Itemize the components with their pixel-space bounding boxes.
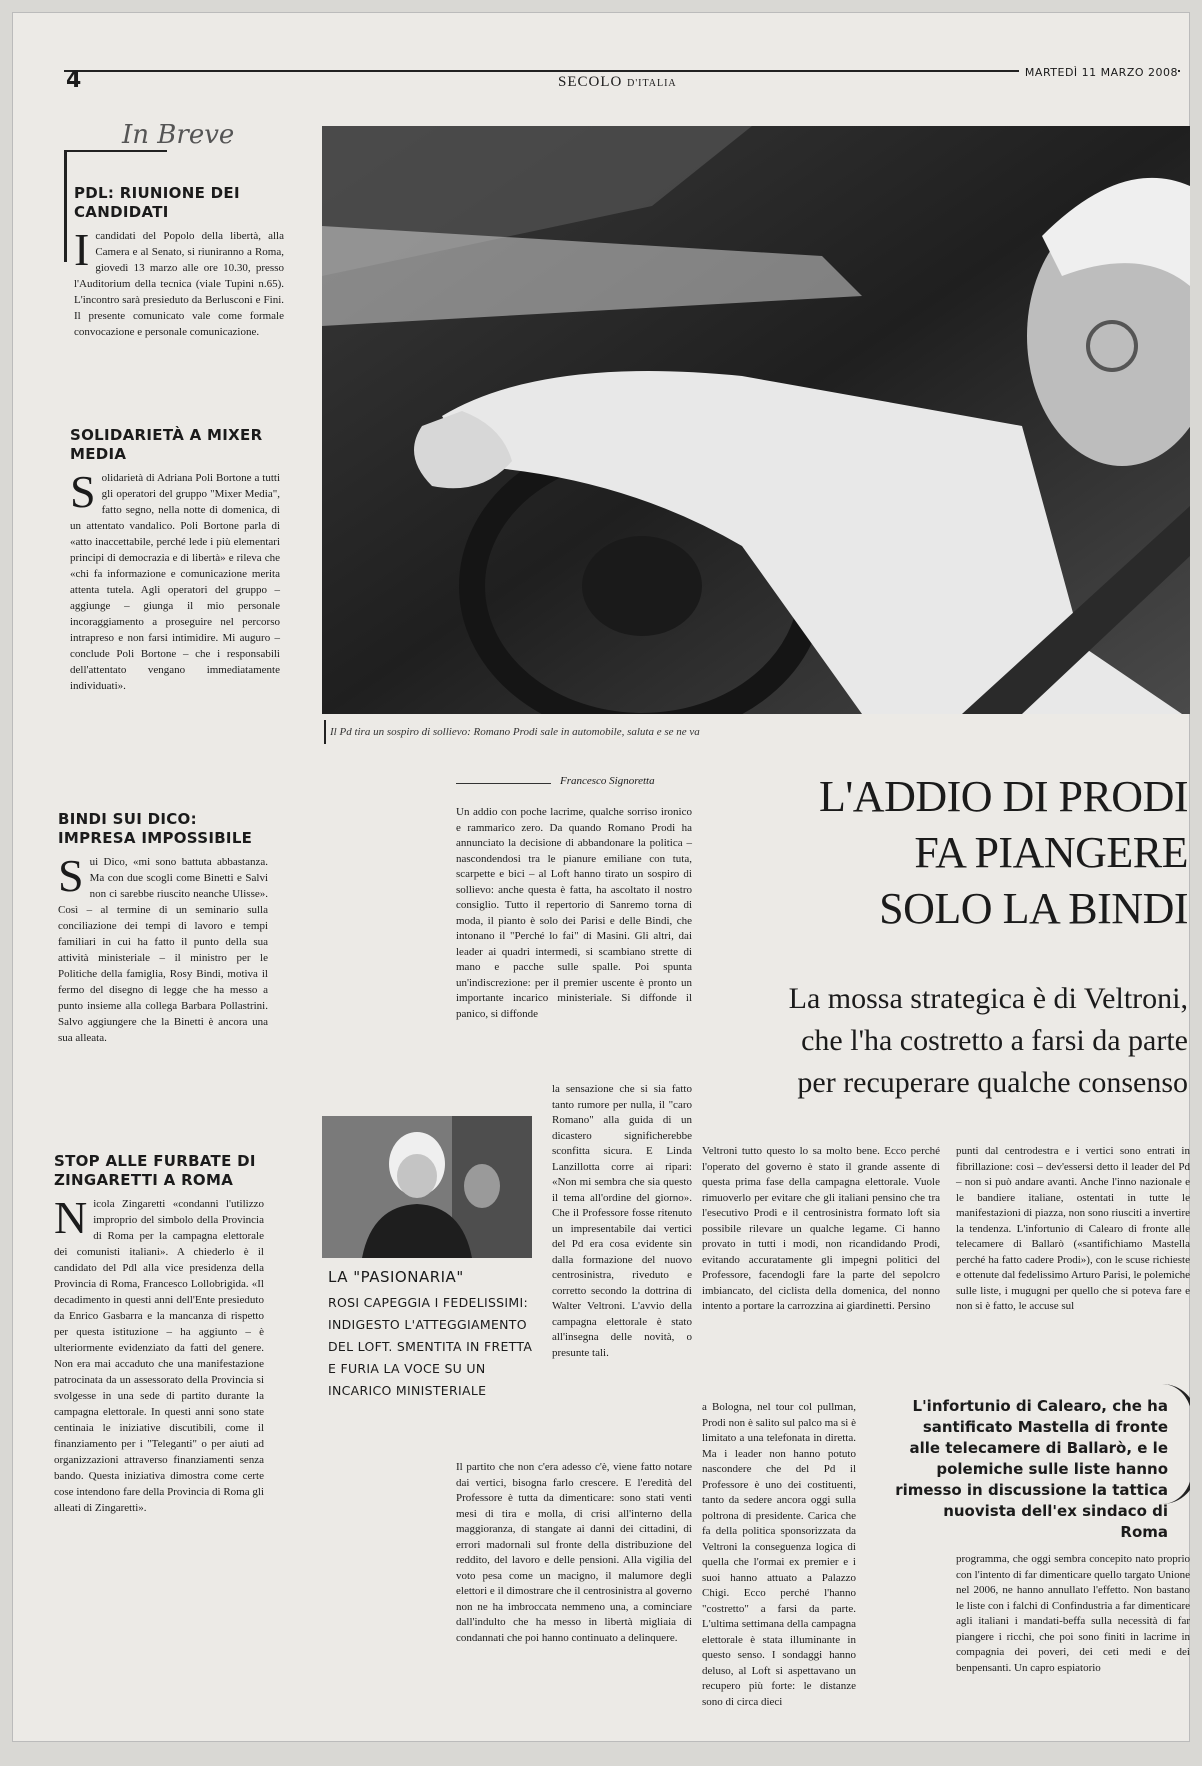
paper-name [552,74,683,91]
brief-text [58,850,268,1046]
brief-title: STOP ALLE FURBATE DI ZINGARETTI A ROMA [54,1152,256,1189]
subhead-line: La mossa strategica è di Veltroni, [788,982,1188,1015]
subhead-line: che l'ha costretto a farsi da parte [801,1024,1188,1057]
brief-title: PDL: RIUNIONE DEI CANDIDATI [74,184,240,221]
article-column-2b [702,1400,856,1714]
brief-pdl [74,184,284,340]
article-column-3 [956,1144,1190,1319]
brief-mixer-media [70,426,280,694]
brief-title: SOLIDARIETÀ A MIXER MEDIA [70,426,263,463]
photo-illustration [322,126,1190,714]
drop-cap: N [54,1192,88,1243]
issue-date: MARTEDÌ 11 MARZO 2008 [1019,66,1178,79]
pasionaria-title: LA "PASIONARIA" [328,1268,464,1286]
subhead-line: per recuperare qualche consenso [797,1066,1188,1099]
article-column-1 [456,805,692,1026]
brief-body: icola Zingaretti «condanni l'utilizzo improprio del simbolo della Provincia di Roma per la campagna elettorale dei comunisti italiani». A chiederlo è il candidato del Pdl alla vice presidenza della Provincia di Roma, Francesco Lollobrigida. «Il decadimento in questi anni dell'Ente presieduto da Enrico Gasbarra e la mancanza di rispetto per questa istituzione – ha aggiunto – è ulteriormente evidenziato da fatti del genere. Non era mai accaduto che una manifestazione patrocinata da un assessorato della Provincia si svolgesse in una sede di partito durante la campagna elettorale. In questi anni sono state centinaia le iniziative discutibili, come il finanziamento per i "Teleganti" o per aiuti ad organizzazioni attraverso finanziamenti senza bando. Questa iniziativa dimostra come certe cose intendono fare della Provincia di Roma gli alleati di Zingaretti». [54,1198,264,1514]
brief-body: ui Dico, «mi sono battuta abbastanza. Ma con due scogli come Binetti e Salvi non ci sarebbe riuscito neanche Ulisse». Così – al termine di un seminario sulla conciliazione dei tempi di lavoro e tempi familiari in cui ha fatto il punto della sua attività ministeriale – il ministro per le Politiche della famiglia, Rosy Bindi, motiva il fermo del disegno di legge che ha messo a punto insieme alla collega Barbara Pollastrini. Salvo aggiungere che la Binetti è ancora una sua alleata. [58,856,268,1044]
caption-rule [324,720,326,744]
main-photo-prodi [322,126,1190,714]
headline-line: FA PIANGERE [914,828,1188,877]
header-rule [64,70,1180,72]
brief-zingaretti [54,1152,264,1516]
brief-text [70,466,280,694]
brief-title: BINDI SUI DICO: IMPRESA IMPOSSIBILE [58,810,253,847]
paper-name-main: SECOLO [558,74,623,90]
pull-quote-bracket [1162,1384,1190,1504]
newspaper-page [12,12,1190,1742]
article-paragraph: programma, che oggi sembra concepito nato proprio con l'intento di far dimenticare quello targato Unione nel 2006, ne hanno annullato l'effetto. Non bastano le liste con i falchi di Confindustria a far dimenticare agli italiani i mandati-beffa sulla necessità di far piangere i ricchi, che poi sono finiti in lacrime in compagnia dei poveri, dei ceti medi e dei benpensanti. Un capro espiatorio [956,1553,1190,1674]
headline-line: SOLO LA BINDI [879,884,1188,933]
brief-body: olidarietà di Adriana Poli Bortone a tutti gli operatori del gruppo "Mixer Media", fatto segno, nella notte di domenica, di un attentato vandalico. Poli Bortone parla di «atto inaccettabile, perché lede i più elementari principi di democrazia e di libertà» e rileva che «chi fa informazione e comunicazione merita attenta tutela. Agli operatori del gruppo – aggiunge – giunga il mio personale incoraggiamento a proseguire nel percorso intrapreso e non farsi intimidire. Mi auguro – conclude Poli Bortone – che i responsabili dell'attentato vengano immediatamente individuati». [70,472,280,692]
article-paragraph: la sensazione che si sia fatto tanto rumore per nulla, il "caro Romano" alla guida di un dicastero significherebbe sconfitta sicura. E Linda Lanzillotta corre ai ripari: «Non mi sembra che sia questo il tema all'ordine del giorno». Che il Professore fosse ritenuto un impresentabile dai vertici del Pd era cosa evidente sin dalla formazione del nuovo centrosinistra, riveduto e corretto secondo la dottrina di Walter Veltroni. L'avvio della campagna elettorale è stato all'insegna delle novità, o presunte tali. [552,1083,692,1359]
article-column-2 [702,1144,940,1319]
pasionaria-text: ROSI CAPEGGIA I FEDELISSIMI: INDIGESTO L'ATTEGGIAMENTO DEL LOFT. SMENTITA IN FRETTA E FURIA LA VOCE SU UN INCARICO MINISTERIALE [328,1295,533,1398]
brief-bindi-dico [58,810,268,1046]
page-number: 4 [66,68,82,93]
inset-photo-illustration [322,1116,532,1258]
subheadline [702,978,1188,1104]
brief-body: candidati del Popolo della libertà, alla Camera e al Senato, si riuniranno a Roma, giovedì 13 marzo alle ore 10.30, presso l'Auditorium della tecnica (viale Tupini n.65). L'incontro sarà presieduto da Berlusconi e Fini. Il presente comunicato vale come formale convocazione e personale comunicazione. [74,230,284,338]
byline-rule [456,783,551,784]
headline [702,769,1188,937]
drop-cap: S [70,466,96,517]
inset-photo-bindi [322,1116,532,1258]
drop-cap: S [58,850,84,901]
article-paragraph: Il partito che non c'era adesso c'è, viene fatto notare dai vertici, bisogna farlo crescere. E l'eredità del Professore è tutta da dimenticare: sono stati venti mesi di tira e molla, di crisi all'interno della maggioranza, di stangate ai danni dei cittadini, di errori madornali sul fronte della distribuzione del reddito, del lavoro e delle pensioni. Alla vigilia del voto pesa come un macigno, il malumore degli elettori e il dimostrare che il centrosinistra al governo non ne ha imbroccata nemmeno una, a cominciare dall'indulto che ha messo in libertà migliaia di condannati che poi hanno continuato a delinquere. [456,1461,692,1644]
brief-text [54,1192,264,1516]
article-paragraph: a Bologna, nel tour col pullman, Prodi non è salito sul palco ma si è limitato a una telefonata in diretta. Ma i leader non hanno potuto nascondere che del Pd il Professore è uno dei costituenti, tanto da sedere ancora oggi sulla poltrona di presidente. Carica che fa della politica sponsorizzata da Veltroni la conseguenza logica di quella che l'ormai ex premier e i suoi hanno attuato a Palazzo Chigi. Ecco perché l'hanno "costretto" a farsi da parte. L'ultima settimana della campagna elettorale è stata illuminante in questo senso. I sondaggi hanno deluso, al Loft si aspettavano un recupero più forte: le distanze sono di circa dieci [702,1401,856,1708]
article-column-1b [552,1082,692,1365]
article-paragraph: Un addio con poche lacrime, qualche sorriso ironico e rammarico zero. Da quando Romano Prodi ha annunciato la decisione di abbandonare la politica – nascondendosi tra le pianure emiliane con tuta, scarpette e bici – al Loft hanno tirato un sospiro di sollievo: anche questa è fatta, ha ascoltato il nostro consiglio. Tutto il repertorio di Sanremo torna di moda, il pianto è solo dei Parisi e delle Bindi, che intonano il "Perché lo fai" di Masini. Gli altri, dai leader ai quadri intermedi, si scambiano strette di mano e pacche sulle spalle. Poi spunta un'indiscrezione: per il premier uscente è pronto un importante incarico ministeriale. Si diffonde il panico, si diffonde [456,806,692,1020]
in-breve-label: In Breve [122,120,235,150]
pull-quote: L'infortunio di Calearo, che ha santificato Mastella di fronte alle telecamere di Ballarò, e le polemiche sulle liste hanno rimesso in discussione la tattica nuovista dell'ex sindaco di Roma [895,1397,1168,1541]
headline-line: L'ADDIO DI PRODI [818,772,1188,821]
paper-name-small: D'ITALIA [627,78,677,89]
article-column-3b [956,1552,1190,1680]
byline: Francesco Signoretta [560,775,655,787]
photo-caption: Il Pd tira un sospiro di sollievo: Romano Prodi sale in automobile, saluta e se ne va [330,726,700,738]
article-paragraph: punti dal centrodestra e i vertici sono entrati in fibrillazione: così – dev'essersi detto il leader del Pd – non si può andare avanti. Anche l'inno nazionale e le bandiere italiane, ostentati in tutte le manifestazioni di piazza, non sono riusciti a invertire la tendenza. L'infortunio di Calearo di fronte alle telecamere di Ballarò («santifichiamo Mastella perché ha fatto cadere Prodi»), con le scuse richieste e ottenute dal fedelissimo Arturo Parisi, le polemiche sulle liste, i mugugni per quello che si poteva fare e non si è fatto, le accuse sul [956,1145,1190,1312]
article-paragraph: Veltroni tutto questo lo sa molto bene. Ecco perché l'operato del governo è stato il grande assente di questa prima fase della campagna elettorale. Vuole rimuoverlo per evitare che gli italiani pensino che tra l'esecutivo Prodi e il centrosinistra formato loft sia possibile rilevare un qualche legame. Ci hanno provato in tutti i modi, non ricandidando Prodi, evitando accuratamente gli impegni politici del Professore, facendogli fare la parte del sepolcro imbiancato, del ciclista della domenica, del nonno intento a portare la carrozzina ai giardinetti. Persino [702,1145,940,1312]
article-column-1c [456,1460,692,1650]
brief-text [74,224,284,340]
drop-cap: I [74,224,90,275]
